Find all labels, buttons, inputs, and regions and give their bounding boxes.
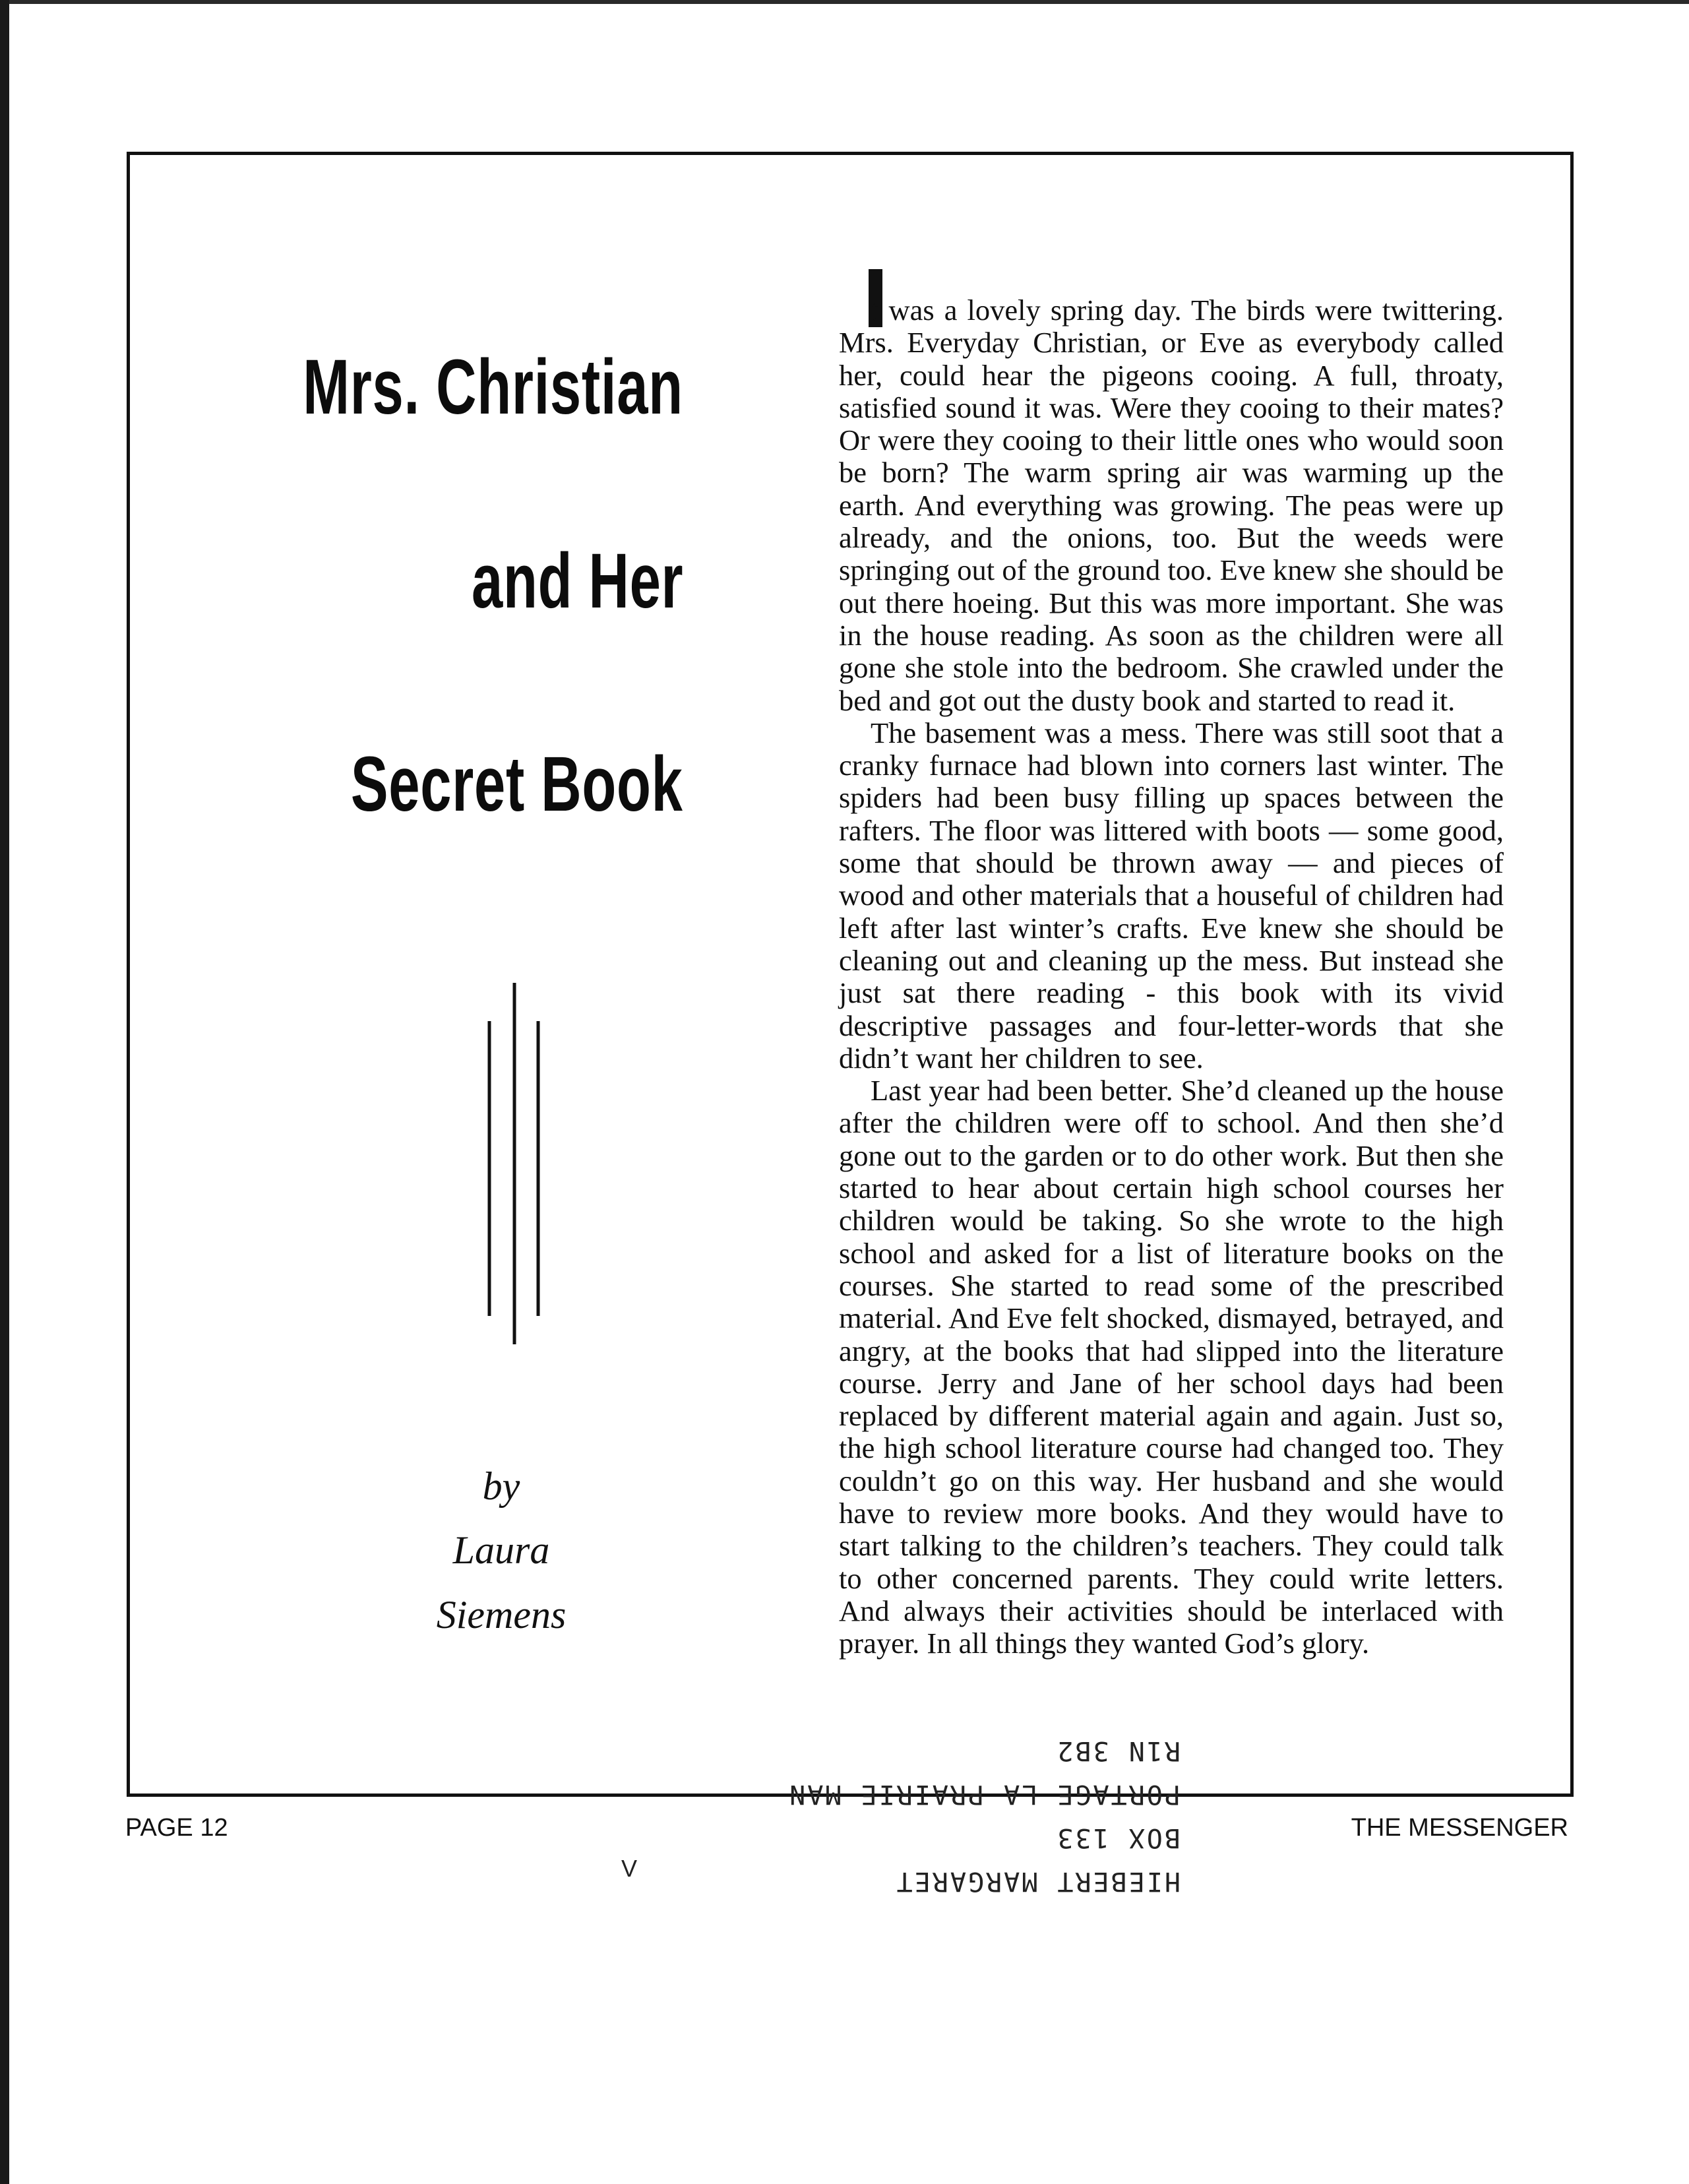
page-edge	[0, 0, 1689, 4]
address-stamp	[725, 1732, 1187, 1896]
body-paragraph: t was a lovely spring day. The birds were twittering. Mrs. Everyday Christian, or Eve as everybody called her, could hear the pigeons cooing. A full, throaty, satisfied sound it was. Were they cooing to their mates? Or were they cooing to their little ones who would soon be born? The warm spring air was warming up the earth. And everything was growing. The peas were up already, and the onions, too. But the weeds were springing out of the ground too. Eve knew she should be out there hoeing. But this was more important. She was in the house reading. As soon as the children were all gone she stole into the bedroom. She crawled under the bed and got out the dusty book and started to read it.	[839, 294, 1504, 717]
body-paragraph: The basement was a mess. There was still soot that a cranky furnace had blown into corners last winter. The spiders had been busy filling up spaces between the rafters. The floor was littered with boots — some good, some that should be thrown away — and pieces of wood and other materials that a houseful of children had left after last winter’s crafts. Eve knew she should be cleaning out and cleaning up the mess. But instead she just sat there reading - this book with its vivid descriptive passages and four-letter-words that she didn’t want her children to see.	[839, 716, 1504, 1075]
body-paragraph: Last year had been better. She’d cleaned up the house after the children were off to school. And then she’d gone out to the garden or to do other work. But then she started to hear about certain high school courses her children would be taking. So she wrote to the high school and asked for a list of literature books on the courses. She started to read some of the prescribed material. And Eve felt shocked, dismayed, betrayed, and angry, at the books that had slipped into the literature course. Jerry and Jane of her school days had been replaced by different material again and again. Just so, the high school literature course had changed too. They couldn’t go on this way. Her husband and she would have to review more books. And they would have to start talking to the children’s teachers. They could talk to other concerned parents. They could write letters. And always their activities should be interlaced with prayer. In all things they wanted God’s glory.	[839, 1074, 1504, 1660]
byline-by: by	[482, 1464, 520, 1508]
page-edge	[0, 0, 9, 2184]
article-title-line: and Her	[471, 538, 683, 625]
stamp-line: HIEBERT MARGARET	[894, 1866, 1181, 1896]
article-title-line: Secret Book	[351, 741, 683, 828]
article-body	[839, 294, 1504, 1660]
stamp-line: R1N 3B2	[1055, 1735, 1181, 1766]
stamp-line: BOX 133	[1055, 1823, 1181, 1853]
author-first-name: Laura	[452, 1528, 550, 1572]
article-title-line: Mrs. Christian	[303, 344, 683, 431]
vertical-rules-ornament	[480, 983, 546, 1352]
page-number: PAGE 12	[125, 1814, 228, 1842]
printer-mark: V	[621, 1855, 638, 1882]
author-last-name: Siemens	[436, 1593, 567, 1637]
stamp-line: PORTAGE LA PRAIRIE MAN	[787, 1779, 1181, 1809]
publication-name: THE MESSENGER	[1351, 1814, 1568, 1842]
